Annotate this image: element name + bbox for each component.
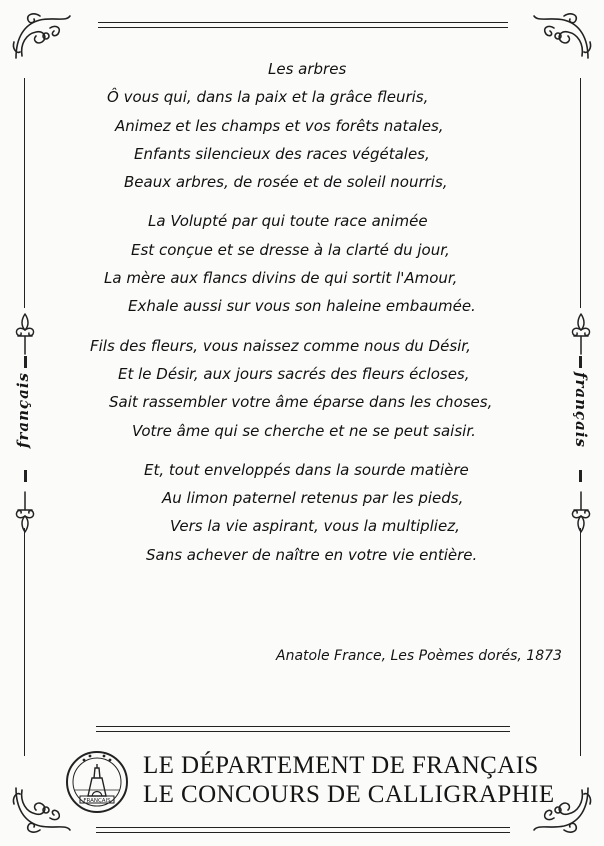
poem-line: Sans achever de naître en votre vie entière. [146, 545, 478, 564]
poem-line: Est conçue et se dresse à la clarté du jour, [131, 240, 450, 259]
poem [60, 55, 550, 569]
poem-line: Au limon paternel retenus par les pieds, [162, 489, 464, 508]
poem-attribution: Anatole France, Les Poèmes dorés, 1873 [276, 648, 562, 664]
poem-line: Ô vous qui, dans la paix et la grâce fleuris, [107, 88, 429, 107]
poem-line: Vers la vie aspirant, vous la multipliez, [170, 517, 460, 536]
poem-line: Enfants silencieux des races végétales, [134, 144, 430, 163]
poem-line: Votre âme qui se cherche et ne se peut saisir. [132, 421, 476, 440]
poem-line: La mère aux flancs divins de qui sortit l'Amour, [104, 269, 458, 288]
bottom-border-line-inner [96, 832, 510, 833]
left-border-line-bottom [24, 528, 25, 756]
top-border-line [98, 22, 508, 23]
poem-line: Fils des fleurs, vous naissez comme nous du Désir, [90, 336, 471, 355]
poem-line: Exhale aussi sur vous son haleine embaumée. [128, 297, 476, 316]
bottom-border-line [96, 827, 510, 828]
middle-border-line-inner [96, 731, 510, 732]
poem-title: Les arbres [268, 60, 347, 78]
poem-line: La Volupté par qui toute race animée [148, 212, 428, 231]
seal-text: FRANÇAIS [83, 798, 111, 804]
side-label-left: français [14, 372, 32, 448]
middle-border-line [96, 726, 510, 727]
poem-line: Et, tout enveloppés dans la sourde matière [144, 460, 469, 479]
poem-line: Et le Désir, aux jours sacrés des fleurs écloses, [118, 364, 470, 383]
side-label-right: français [572, 372, 590, 448]
department-seal-icon [62, 744, 132, 820]
department-title: LE DÉPARTEMENT DE FRANÇAIS [143, 752, 539, 779]
poem-line: Beaux arbres, de rosée et de soleil nourris, [124, 173, 448, 192]
side-mark [24, 470, 27, 482]
left-border-line-top [24, 78, 25, 308]
top-border-line-inner [98, 27, 508, 28]
contest-title: LE CONCOURS DE CALLIGRAPHIE [143, 781, 555, 808]
fleur-de-lis-icon [13, 490, 37, 534]
poem-line: Animez et les champs et vos forêts natales, [115, 116, 444, 135]
poem-line: Sait rassembler votre âme éparse dans les choses, [109, 393, 493, 412]
